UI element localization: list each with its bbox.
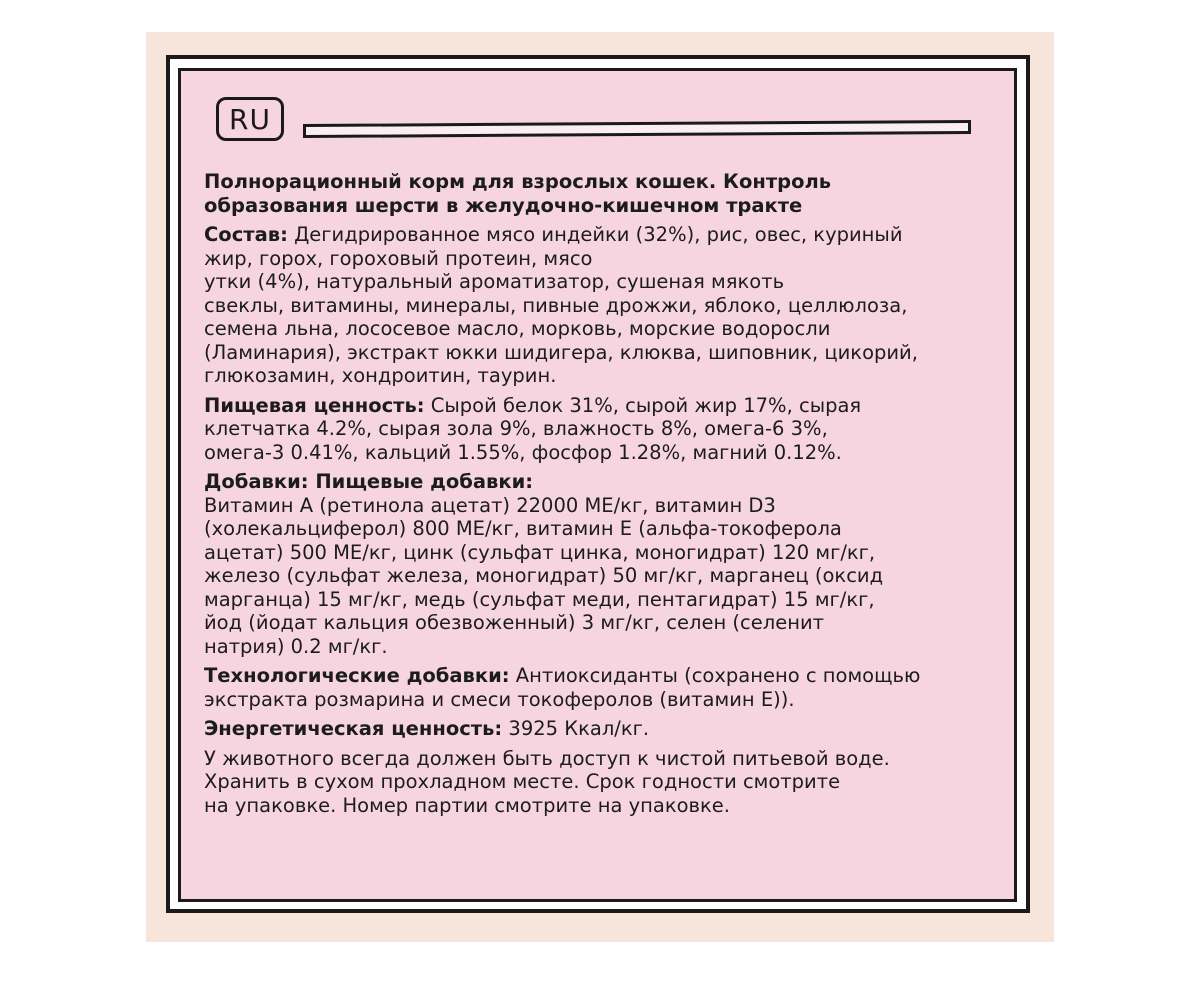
composition-section	[204, 223, 1004, 388]
nutrition-text: Сырой белок 31%, сырой жир 17%, сырая	[424, 393, 862, 417]
additives-line: ацетат) 500 МЕ/кг, цинк (сульфат цинка, моногидрат) 120 мг/кг,	[204, 540, 876, 564]
tech-additives-text: Антиоксиданты (сохранено с помощью	[509, 664, 921, 687]
tech-additives-line: экстракта розмарина и смеси токоферолов (витамин Е)).	[204, 687, 795, 711]
language-badge: RU	[216, 97, 284, 141]
composition-line: свеклы, витамины, минералы, пивные дрожжи, яблоко, целлюлоза,	[204, 293, 908, 317]
tech-additives-label: Технологические добавки:	[204, 664, 510, 687]
tech-additives-section	[204, 664, 1004, 711]
additives-section	[204, 470, 1004, 658]
notes-section	[204, 747, 1004, 818]
additives-line: йод (йодат кальция обезвоженный) 3 мг/кг, селен (селенит	[204, 611, 824, 634]
composition-label: Состав:	[204, 223, 288, 246]
additives-line: железо (сульфат железа, моногидрат) 50 мг/кг, марганец (оксид	[204, 564, 884, 587]
product-title-line: образования шерсти в желудочно-кишечном тракте	[204, 193, 803, 217]
composition-text: Дегидрированное мясо индейки (32%), рис, овес, куриный	[287, 223, 903, 246]
nutrition-first-line	[204, 394, 1004, 418]
nutrition-line: клетчатка 4.2%, сырая зола 9%, влажность 8%, омега-6 3%,	[204, 417, 828, 440]
note-line: на упаковке. Номер партии смотрите на упаковке.	[204, 793, 731, 817]
energy-line	[204, 717, 1004, 741]
nutrition-section	[204, 394, 1004, 465]
energy-value: 3925 Ккал/кг.	[502, 717, 650, 740]
composition-line: семена льна, лососевое масло, морковь, морские водоросли	[204, 317, 831, 340]
product-title-line: Полнорационный корм для взрослых кошек. Контроль	[204, 170, 832, 193]
composition-line: глюкозамин, хондроитин, таурин.	[204, 364, 557, 387]
note-line: У животного всегда должен быть доступ к чистой питьевой воде.	[204, 746, 890, 770]
note-line: Хранить в сухом прохладном месте. Срок годности смотрите	[204, 770, 841, 793]
additives-line: Витамин А (ретинола ацетат) 22000 МЕ/кг, витамин D3	[204, 493, 776, 517]
composition-line: утки (4%), натуральный ароматизатор, сушеная мякоть	[204, 270, 785, 293]
additives-line: марганца) 15 мг/кг, медь (сульфат меди, пентагидрат) 15 мг/кг,	[204, 587, 875, 611]
nutrition-line: омега-3 0.41%, кальций 1.55%, фосфор 1.28%, магний 0.12%.	[204, 440, 842, 464]
product-title	[204, 170, 1004, 217]
additives-line: (холекальциферол) 800 МЕ/кг, витамин Е (альфа-токоферола	[204, 517, 842, 540]
tech-additives-first-line	[204, 664, 1004, 688]
composition-line: (Ламинария), экстракт юкки шидигера, клюква, шиповник, цикорий,	[204, 340, 918, 364]
composition-first-line	[204, 223, 1004, 247]
nutrition-label: Пищевая ценность:	[204, 393, 425, 417]
energy-label: Энергетическая ценность:	[204, 717, 503, 740]
composition-line: жир, горох, гороховый протеин, мясо	[204, 246, 593, 270]
additives-line: натрия) 0.2 мг/кг.	[204, 634, 388, 658]
energy-section	[204, 717, 1004, 741]
label-text	[204, 170, 1004, 823]
additives-label: Добавки: Пищевые добавки:	[204, 470, 534, 493]
